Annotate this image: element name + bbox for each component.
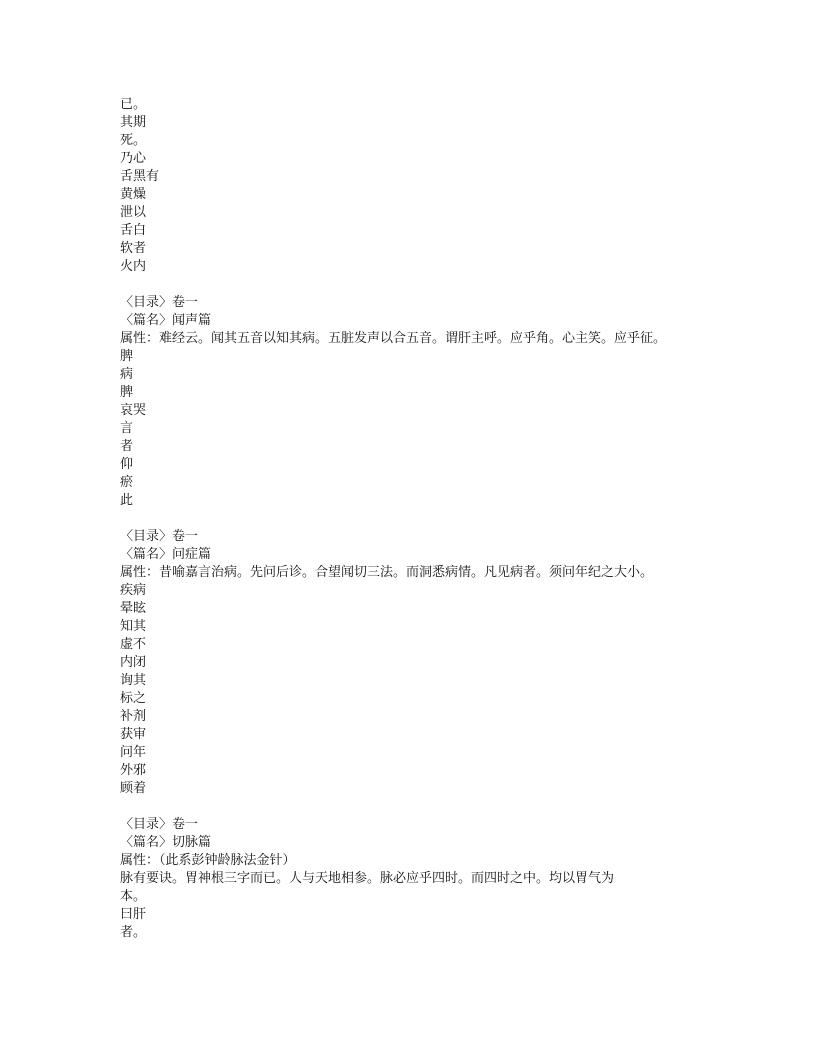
text-line: 问年: [120, 745, 147, 760]
text-line: 知其: [120, 619, 147, 634]
chapter-attribute: 属性：难经云。闻其五音以知其病。五脏发声以合五音。谓肝主呼。应乎角。心主笑。应乎征。: [120, 331, 667, 346]
text-line: 黄燥: [120, 187, 147, 202]
section-gap: [120, 798, 720, 816]
chapter-section-wensheng: [120, 294, 720, 510]
text-line: 询其: [120, 673, 147, 688]
text-line: 其期: [120, 115, 147, 130]
chapter-section-wenzheng: [120, 528, 720, 798]
text-line: 脉有要诀。胃神根三字而已。人与天地相参。脉必应乎四时。而四时之中。均以胃气为: [120, 871, 615, 886]
text-line: 言: [120, 421, 134, 436]
text-line: 舌白: [120, 223, 147, 238]
text-line: 火内: [120, 259, 147, 274]
text-line: 外邪: [120, 763, 147, 778]
text-line: 脾: [120, 349, 134, 364]
text-line: 补剂: [120, 709, 147, 724]
chapter-attribute: 属性：昔喻嘉言治病。先问后诊。合望闻切三法。而洞悉病情。凡见病者。须问年纪之大小。: [120, 565, 654, 580]
text-line: 乃心: [120, 151, 147, 166]
toc-heading: 〈目录〉卷一: [120, 817, 199, 832]
text-line: 标之: [120, 691, 147, 706]
text-line: 内闭: [120, 655, 147, 670]
text-line: 仰: [120, 457, 134, 472]
text-line: 者: [120, 439, 134, 454]
text-line: 晕眩: [120, 601, 147, 616]
text-line: 顾着: [120, 781, 147, 796]
toc-heading: 〈目录〉卷一: [120, 529, 199, 544]
text-line: 泄以: [120, 205, 147, 220]
text-line: 曰肝: [120, 907, 147, 922]
chapter-title: 〈篇名〉切脉篇: [120, 835, 212, 850]
section-gap: [120, 276, 720, 294]
document-page: [120, 96, 720, 942]
section-gap: [120, 510, 720, 528]
chapter-attribute: 属性：（此系彭钟龄脉法金针）: [120, 853, 296, 868]
text-line: 脾: [120, 385, 134, 400]
text-line: 瘀: [120, 475, 134, 490]
text-line: 获审: [120, 727, 147, 742]
text-line: 疾病: [120, 583, 147, 598]
text-line: 软者: [120, 241, 147, 256]
text-line: 死。: [120, 133, 147, 148]
toc-heading: 〈目录〉卷一: [120, 295, 199, 310]
text-line: 舌黑有: [120, 169, 160, 184]
text-line: 虚不: [120, 637, 147, 652]
chapter-title: 〈篇名〉闻声篇: [120, 313, 212, 328]
chapter-title: 〈篇名〉问症篇: [120, 547, 212, 562]
text-line: 哀哭: [120, 403, 147, 418]
text-line: 本。: [120, 889, 147, 904]
text-line: 者。: [120, 925, 147, 940]
text-line: 病: [120, 367, 134, 382]
chapter-section-qiemai: [120, 816, 720, 942]
text-line: 已。: [120, 97, 147, 112]
fragment-section: [120, 96, 720, 276]
text-line: 此: [120, 493, 134, 508]
